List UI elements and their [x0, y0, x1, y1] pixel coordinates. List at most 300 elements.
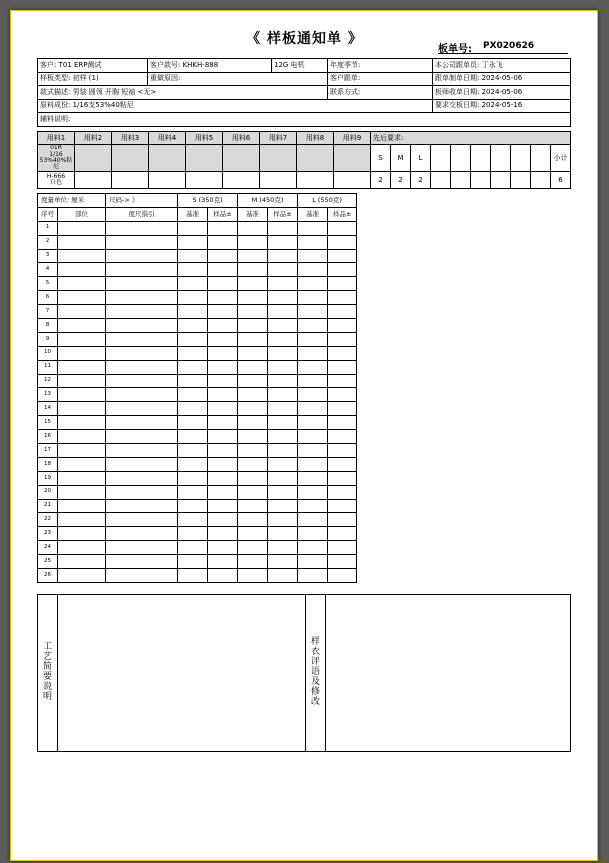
- measurement-cell[interactable]: [178, 305, 208, 319]
- measurement-cell[interactable]: [238, 277, 268, 291]
- measurement-cell[interactable]: [238, 235, 268, 249]
- measurement-cell[interactable]: [328, 555, 357, 569]
- measurement-cell[interactable]: [298, 374, 328, 388]
- measurement-cell[interactable]: [106, 332, 178, 346]
- measurement-cell[interactable]: [58, 569, 106, 583]
- process-notes-area[interactable]: [58, 595, 306, 752]
- col-label: 基准: [238, 207, 268, 221]
- measurement-cell[interactable]: [178, 249, 208, 263]
- measurement-cell[interactable]: [298, 235, 328, 249]
- measurement-cell[interactable]: [268, 221, 298, 235]
- measurement-cell[interactable]: [58, 416, 106, 430]
- measurement-cell[interactable]: [208, 430, 238, 444]
- size-quantity: [451, 172, 471, 189]
- measurement-cell[interactable]: [58, 235, 106, 249]
- measurement-cell[interactable]: [106, 402, 178, 416]
- row-number: 3: [38, 249, 58, 263]
- measurement-row: [38, 541, 357, 555]
- material-header: 用料1: [38, 132, 75, 145]
- measurement-row: [38, 346, 357, 360]
- measurement-cell[interactable]: [298, 221, 328, 235]
- row-number: 6: [38, 291, 58, 305]
- measurement-cell[interactable]: [208, 319, 238, 333]
- measurement-cell[interactable]: [178, 263, 208, 277]
- measurement-cell[interactable]: [238, 332, 268, 346]
- measurement-cell[interactable]: [58, 541, 106, 555]
- measurement-cell[interactable]: [298, 430, 328, 444]
- measurement-cell[interactable]: [328, 527, 357, 541]
- measurement-cell[interactable]: [178, 569, 208, 583]
- measurement-cell[interactable]: [268, 527, 298, 541]
- measurement-row: [38, 388, 357, 402]
- measurement-cell[interactable]: [328, 471, 357, 485]
- measurement-cell[interactable]: [238, 291, 268, 305]
- page-title: 《 样板通知单 》: [246, 31, 363, 47]
- measurement-cell[interactable]: [106, 305, 178, 319]
- measurement-cell[interactable]: [328, 444, 357, 458]
- material-1-yarn: 1/16: [49, 150, 63, 158]
- measurement-cell[interactable]: [328, 249, 357, 263]
- material-cell: [149, 145, 186, 172]
- measurement-cell[interactable]: [208, 277, 238, 291]
- measurement-cell[interactable]: [328, 291, 357, 305]
- measurement-cell[interactable]: [58, 277, 106, 291]
- measurement-cell[interactable]: [328, 319, 357, 333]
- measurement-cell[interactable]: [298, 291, 328, 305]
- row-number: 5: [38, 277, 58, 291]
- measurement-cell[interactable]: [298, 277, 328, 291]
- info-row: [38, 99, 571, 113]
- measurement-cell[interactable]: [328, 430, 357, 444]
- measurement-cell[interactable]: [106, 235, 178, 249]
- measurement-cell[interactable]: [106, 388, 178, 402]
- measurement-cell[interactable]: [268, 277, 298, 291]
- size-quantity: [531, 172, 551, 189]
- notes-table: [37, 594, 571, 752]
- measurement-cell[interactable]: [106, 513, 178, 527]
- info-row: [38, 72, 571, 86]
- measurement-cell[interactable]: [58, 527, 106, 541]
- notes-row: [38, 595, 571, 752]
- material-cell: [297, 145, 334, 172]
- measurement-cell[interactable]: [106, 527, 178, 541]
- measurement-cell[interactable]: [58, 513, 106, 527]
- measurement-cell[interactable]: [268, 444, 298, 458]
- measurement-cell[interactable]: [238, 457, 268, 471]
- measurement-cell[interactable]: [328, 402, 357, 416]
- measurement-cell[interactable]: [298, 249, 328, 263]
- measurement-cell[interactable]: [298, 416, 328, 430]
- measurement-cell[interactable]: [58, 221, 106, 235]
- measurement-cell[interactable]: [208, 513, 238, 527]
- doc-number-label: 板单号:: [438, 44, 472, 55]
- measurement-cell[interactable]: [58, 346, 106, 360]
- measurement-row: [38, 555, 357, 569]
- measurement-cell[interactable]: [298, 457, 328, 471]
- measurement-cell[interactable]: [208, 388, 238, 402]
- measurement-cell[interactable]: [298, 569, 328, 583]
- measurement-cell[interactable]: [238, 416, 268, 430]
- measurement-cell[interactable]: [268, 541, 298, 555]
- size-header: L (550克): [298, 194, 357, 208]
- measurement-row: [38, 249, 357, 263]
- measurement-cell[interactable]: [268, 332, 298, 346]
- measurement-cell[interactable]: [328, 263, 357, 277]
- measurement-cell[interactable]: [238, 541, 268, 555]
- measurement-row: [38, 305, 357, 319]
- measurement-cell[interactable]: [178, 291, 208, 305]
- measurement-cell[interactable]: [238, 388, 268, 402]
- measurement-cell[interactable]: [238, 569, 268, 583]
- measurement-cell[interactable]: [178, 527, 208, 541]
- measurement-cell[interactable]: [58, 430, 106, 444]
- measurement-cell[interactable]: [58, 388, 106, 402]
- measurement-cell[interactable]: [238, 444, 268, 458]
- measurement-cell[interactable]: [178, 332, 208, 346]
- measurement-cell[interactable]: [298, 499, 328, 513]
- measurement-cell[interactable]: [298, 332, 328, 346]
- measurement-cell[interactable]: [328, 388, 357, 402]
- measurement-cell[interactable]: [268, 388, 298, 402]
- material-cell: [75, 172, 112, 189]
- measurement-cell[interactable]: [58, 485, 106, 499]
- material-1-color: [38, 172, 75, 189]
- measurement-cell[interactable]: [208, 527, 238, 541]
- measurement-cell[interactable]: [208, 263, 238, 277]
- info-cell: 辅料说明:: [38, 113, 571, 127]
- measurement-cell[interactable]: [268, 555, 298, 569]
- measurement-cell[interactable]: [208, 249, 238, 263]
- info-cell: 重做原因:: [148, 72, 328, 86]
- measurement-cell[interactable]: [268, 402, 298, 416]
- measurement-cell[interactable]: [298, 527, 328, 541]
- measurement-cell[interactable]: [178, 485, 208, 499]
- material-header: 用料9: [334, 132, 371, 145]
- measurement-cell[interactable]: [328, 416, 357, 430]
- doc-number: PX020626: [483, 41, 535, 51]
- material-cell: [334, 145, 371, 172]
- col-label: 基准: [178, 207, 208, 221]
- measurement-cell[interactable]: [328, 485, 357, 499]
- measurement-cell[interactable]: [58, 319, 106, 333]
- measurement-cell[interactable]: [178, 235, 208, 249]
- measurement-cell[interactable]: [268, 471, 298, 485]
- measurement-cell[interactable]: [208, 499, 238, 513]
- measurement-cell[interactable]: [208, 374, 238, 388]
- measurement-cell[interactable]: [298, 444, 328, 458]
- measurement-cell[interactable]: [268, 346, 298, 360]
- measurement-cell[interactable]: [268, 305, 298, 319]
- row-number: 12: [38, 374, 58, 388]
- measurement-cell[interactable]: [328, 305, 357, 319]
- material-cell: [112, 172, 149, 189]
- measurement-cell[interactable]: [178, 388, 208, 402]
- measurement-cell[interactable]: [238, 513, 268, 527]
- measurement-cell[interactable]: [298, 263, 328, 277]
- measurement-cell[interactable]: [208, 221, 238, 235]
- row-number: 26: [38, 569, 58, 583]
- measurement-cell[interactable]: [106, 291, 178, 305]
- measurement-cell[interactable]: [106, 499, 178, 513]
- size-quantity: 2: [371, 172, 391, 189]
- measurement-row: [38, 416, 357, 430]
- measurement-cell[interactable]: [238, 527, 268, 541]
- measurement-cell[interactable]: [238, 360, 268, 374]
- measurement-cell[interactable]: [106, 416, 178, 430]
- measurement-cell[interactable]: [208, 555, 238, 569]
- measurement-cell[interactable]: [268, 263, 298, 277]
- measurement-cell[interactable]: [106, 444, 178, 458]
- material-cell: [260, 145, 297, 172]
- material-1-color-code: H-666: [46, 172, 66, 180]
- info-cell: 客户款号: KHKH-888: [148, 59, 272, 73]
- measurement-cell[interactable]: [298, 388, 328, 402]
- measurement-cell[interactable]: [298, 555, 328, 569]
- measure-unit: 度量单位: 厘米: [38, 194, 106, 208]
- measurement-cell[interactable]: [178, 444, 208, 458]
- measurement-cell[interactable]: [178, 513, 208, 527]
- measurement-cell[interactable]: [328, 457, 357, 471]
- measurement-cell[interactable]: [268, 569, 298, 583]
- info-table: [37, 58, 571, 127]
- col-label: 序号: [38, 207, 58, 221]
- measurement-cell[interactable]: [328, 360, 357, 374]
- process-notes-label-text: 工 艺 简 要 说 明: [42, 642, 52, 702]
- measurement-cell[interactable]: [58, 555, 106, 569]
- measurement-cell[interactable]: [238, 346, 268, 360]
- sample-review-area[interactable]: [326, 595, 571, 752]
- measurement-cell[interactable]: [106, 277, 178, 291]
- measurement-cell[interactable]: [178, 374, 208, 388]
- order-requirement-label: 先后要求:: [371, 132, 571, 145]
- measurement-cell[interactable]: [268, 485, 298, 499]
- measurement-cell[interactable]: [208, 569, 238, 583]
- size-quantity: [431, 172, 451, 189]
- measurement-cell[interactable]: [58, 374, 106, 388]
- measurement-cell[interactable]: [238, 555, 268, 569]
- measurement-cell[interactable]: [106, 221, 178, 235]
- measurement-cell[interactable]: [238, 263, 268, 277]
- measurement-cell[interactable]: [298, 513, 328, 527]
- measurement-cell[interactable]: [178, 499, 208, 513]
- measurement-cell[interactable]: [298, 471, 328, 485]
- size-label: [511, 145, 531, 172]
- row-number: 1: [38, 221, 58, 235]
- measurement-cell[interactable]: [58, 444, 106, 458]
- measurement-cell[interactable]: [178, 457, 208, 471]
- size-label: [471, 145, 491, 172]
- materials-qty-row: [38, 172, 571, 189]
- col-label: 样品±: [208, 207, 238, 221]
- measurement-cell[interactable]: [238, 319, 268, 333]
- measurement-cell[interactable]: [106, 555, 178, 569]
- material-cell: [260, 172, 297, 189]
- measurement-cell[interactable]: [178, 221, 208, 235]
- measurement-cell[interactable]: [328, 569, 357, 583]
- measurement-cell[interactable]: [238, 471, 268, 485]
- measurement-row: [38, 527, 357, 541]
- measurement-row: [38, 263, 357, 277]
- measurement-cell[interactable]: [238, 249, 268, 263]
- measurement-cell[interactable]: [268, 513, 298, 527]
- measurement-cell[interactable]: [208, 360, 238, 374]
- measurement-cell[interactable]: [58, 305, 106, 319]
- row-number: 14: [38, 402, 58, 416]
- measurement-cell[interactable]: [178, 402, 208, 416]
- measurement-row: [38, 277, 357, 291]
- measurement-cell[interactable]: [268, 499, 298, 513]
- measurement-cell[interactable]: [298, 485, 328, 499]
- measurement-cell[interactable]: [178, 555, 208, 569]
- measurement-cell[interactable]: [106, 374, 178, 388]
- row-number: 20: [38, 485, 58, 499]
- measurement-cell[interactable]: [58, 471, 106, 485]
- measurement-cell[interactable]: [58, 499, 106, 513]
- measurement-cell[interactable]: [106, 249, 178, 263]
- size-label: [531, 145, 551, 172]
- measurement-cell[interactable]: [328, 235, 357, 249]
- measurement-cell[interactable]: [208, 416, 238, 430]
- measurement-cell[interactable]: [178, 430, 208, 444]
- measurement-cell[interactable]: [106, 263, 178, 277]
- measurement-cell[interactable]: [58, 249, 106, 263]
- measurement-cell[interactable]: [106, 360, 178, 374]
- measurement-cell[interactable]: [268, 360, 298, 374]
- info-cell: 12G 电机: [272, 59, 328, 73]
- measurement-cell[interactable]: [178, 416, 208, 430]
- measurement-cell[interactable]: [178, 541, 208, 555]
- measurement-cell[interactable]: [238, 305, 268, 319]
- size-label: L: [411, 145, 431, 172]
- measurement-cell[interactable]: [238, 221, 268, 235]
- measurement-cell[interactable]: [58, 457, 106, 471]
- measurement-cell[interactable]: [238, 374, 268, 388]
- measurement-cell[interactable]: [106, 541, 178, 555]
- measurement-cell[interactable]: [208, 457, 238, 471]
- material-cell: [223, 172, 260, 189]
- measurement-row: [38, 235, 357, 249]
- size-header: M (450克): [238, 194, 298, 208]
- material-1-color-name: 白色: [49, 179, 62, 186]
- measurement-cell[interactable]: [58, 360, 106, 374]
- measurement-cell[interactable]: [178, 346, 208, 360]
- measurement-cell[interactable]: [106, 569, 178, 583]
- measurement-cell[interactable]: [208, 471, 238, 485]
- measurement-cell[interactable]: [106, 485, 178, 499]
- subtotal-label: 小计: [551, 145, 571, 172]
- measurement-cell[interactable]: [208, 305, 238, 319]
- info-cell: 本公司跟单员: 丁永飞: [433, 59, 571, 73]
- measurement-cell[interactable]: [208, 402, 238, 416]
- size-code-label: 尺码-> 》: [106, 194, 178, 208]
- measurement-cell[interactable]: [58, 402, 106, 416]
- measurement-cell[interactable]: [238, 485, 268, 499]
- measurement-cell[interactable]: [106, 346, 178, 360]
- materials-header-row: [38, 132, 571, 145]
- measurement-cell[interactable]: [208, 346, 238, 360]
- measurement-cell[interactable]: [298, 360, 328, 374]
- measurement-cell[interactable]: [106, 319, 178, 333]
- material-cell: [334, 172, 371, 189]
- row-number: 21: [38, 499, 58, 513]
- measurement-cell[interactable]: [106, 430, 178, 444]
- measurement-row: [38, 430, 357, 444]
- measurement-row: [38, 319, 357, 333]
- process-notes-label: [38, 595, 58, 752]
- measurement-cell[interactable]: [58, 263, 106, 277]
- measurement-cell[interactable]: [328, 346, 357, 360]
- measurement-cell[interactable]: [268, 291, 298, 305]
- measurement-cell[interactable]: [208, 291, 238, 305]
- measurement-cell[interactable]: [298, 305, 328, 319]
- measurement-cell[interactable]: [106, 457, 178, 471]
- measurement-cell[interactable]: [298, 541, 328, 555]
- info-row: [38, 59, 571, 73]
- measurement-cell[interactable]: [268, 374, 298, 388]
- info-cell: 原料成份: 1/16支53%40粘尼: [38, 99, 433, 113]
- sample-review-label: [306, 595, 326, 752]
- measurement-cell[interactable]: [268, 430, 298, 444]
- measurement-cell[interactable]: [268, 416, 298, 430]
- measurement-cell[interactable]: [268, 457, 298, 471]
- row-number: 24: [38, 541, 58, 555]
- material-cell: [186, 145, 223, 172]
- measurement-cell[interactable]: [58, 291, 106, 305]
- material-header: 用料4: [149, 132, 186, 145]
- measurement-cell[interactable]: [208, 332, 238, 346]
- material-1-code: 01R: [50, 144, 62, 152]
- row-number: 18: [38, 457, 58, 471]
- measurement-cell[interactable]: [298, 346, 328, 360]
- measurement-cell[interactable]: [298, 319, 328, 333]
- measurement-cell[interactable]: [178, 360, 208, 374]
- measurement-cell[interactable]: [208, 444, 238, 458]
- measurement-cell[interactable]: [238, 402, 268, 416]
- measurement-cell[interactable]: [178, 319, 208, 333]
- measurement-cell[interactable]: [238, 499, 268, 513]
- size-quantity: 2: [411, 172, 431, 189]
- measurement-cell[interactable]: [106, 471, 178, 485]
- measurement-cell[interactable]: [298, 402, 328, 416]
- measurement-cell[interactable]: [328, 513, 357, 527]
- measurement-cell[interactable]: [238, 430, 268, 444]
- measurement-cell[interactable]: [208, 235, 238, 249]
- measurement-cell[interactable]: [268, 235, 298, 249]
- measurement-cell[interactable]: [208, 541, 238, 555]
- measurement-cell[interactable]: [178, 471, 208, 485]
- size-quantity: [511, 172, 531, 189]
- measurement-cell[interactable]: [328, 499, 357, 513]
- material-1-spec: [38, 145, 75, 172]
- sample-review-label-text: 样 衣 评 语 及 修 改: [310, 637, 320, 707]
- col-label: 样品±: [328, 207, 357, 221]
- material-header: 用料7: [260, 132, 297, 145]
- measurement-cell[interactable]: [178, 277, 208, 291]
- measurement-row: [38, 444, 357, 458]
- measurement-cell[interactable]: [328, 374, 357, 388]
- measurement-cell[interactable]: [58, 332, 106, 346]
- measurement-cell[interactable]: [328, 541, 357, 555]
- measurement-cell[interactable]: [328, 277, 357, 291]
- measurement-cell[interactable]: [208, 485, 238, 499]
- measurement-cell[interactable]: [268, 249, 298, 263]
- measurement-cell[interactable]: [268, 319, 298, 333]
- measurement-column-row: [38, 207, 357, 221]
- measurement-cell[interactable]: [328, 332, 357, 346]
- row-number: 25: [38, 555, 58, 569]
- measurement-cell[interactable]: [328, 221, 357, 235]
- measurement-row: [38, 291, 357, 305]
